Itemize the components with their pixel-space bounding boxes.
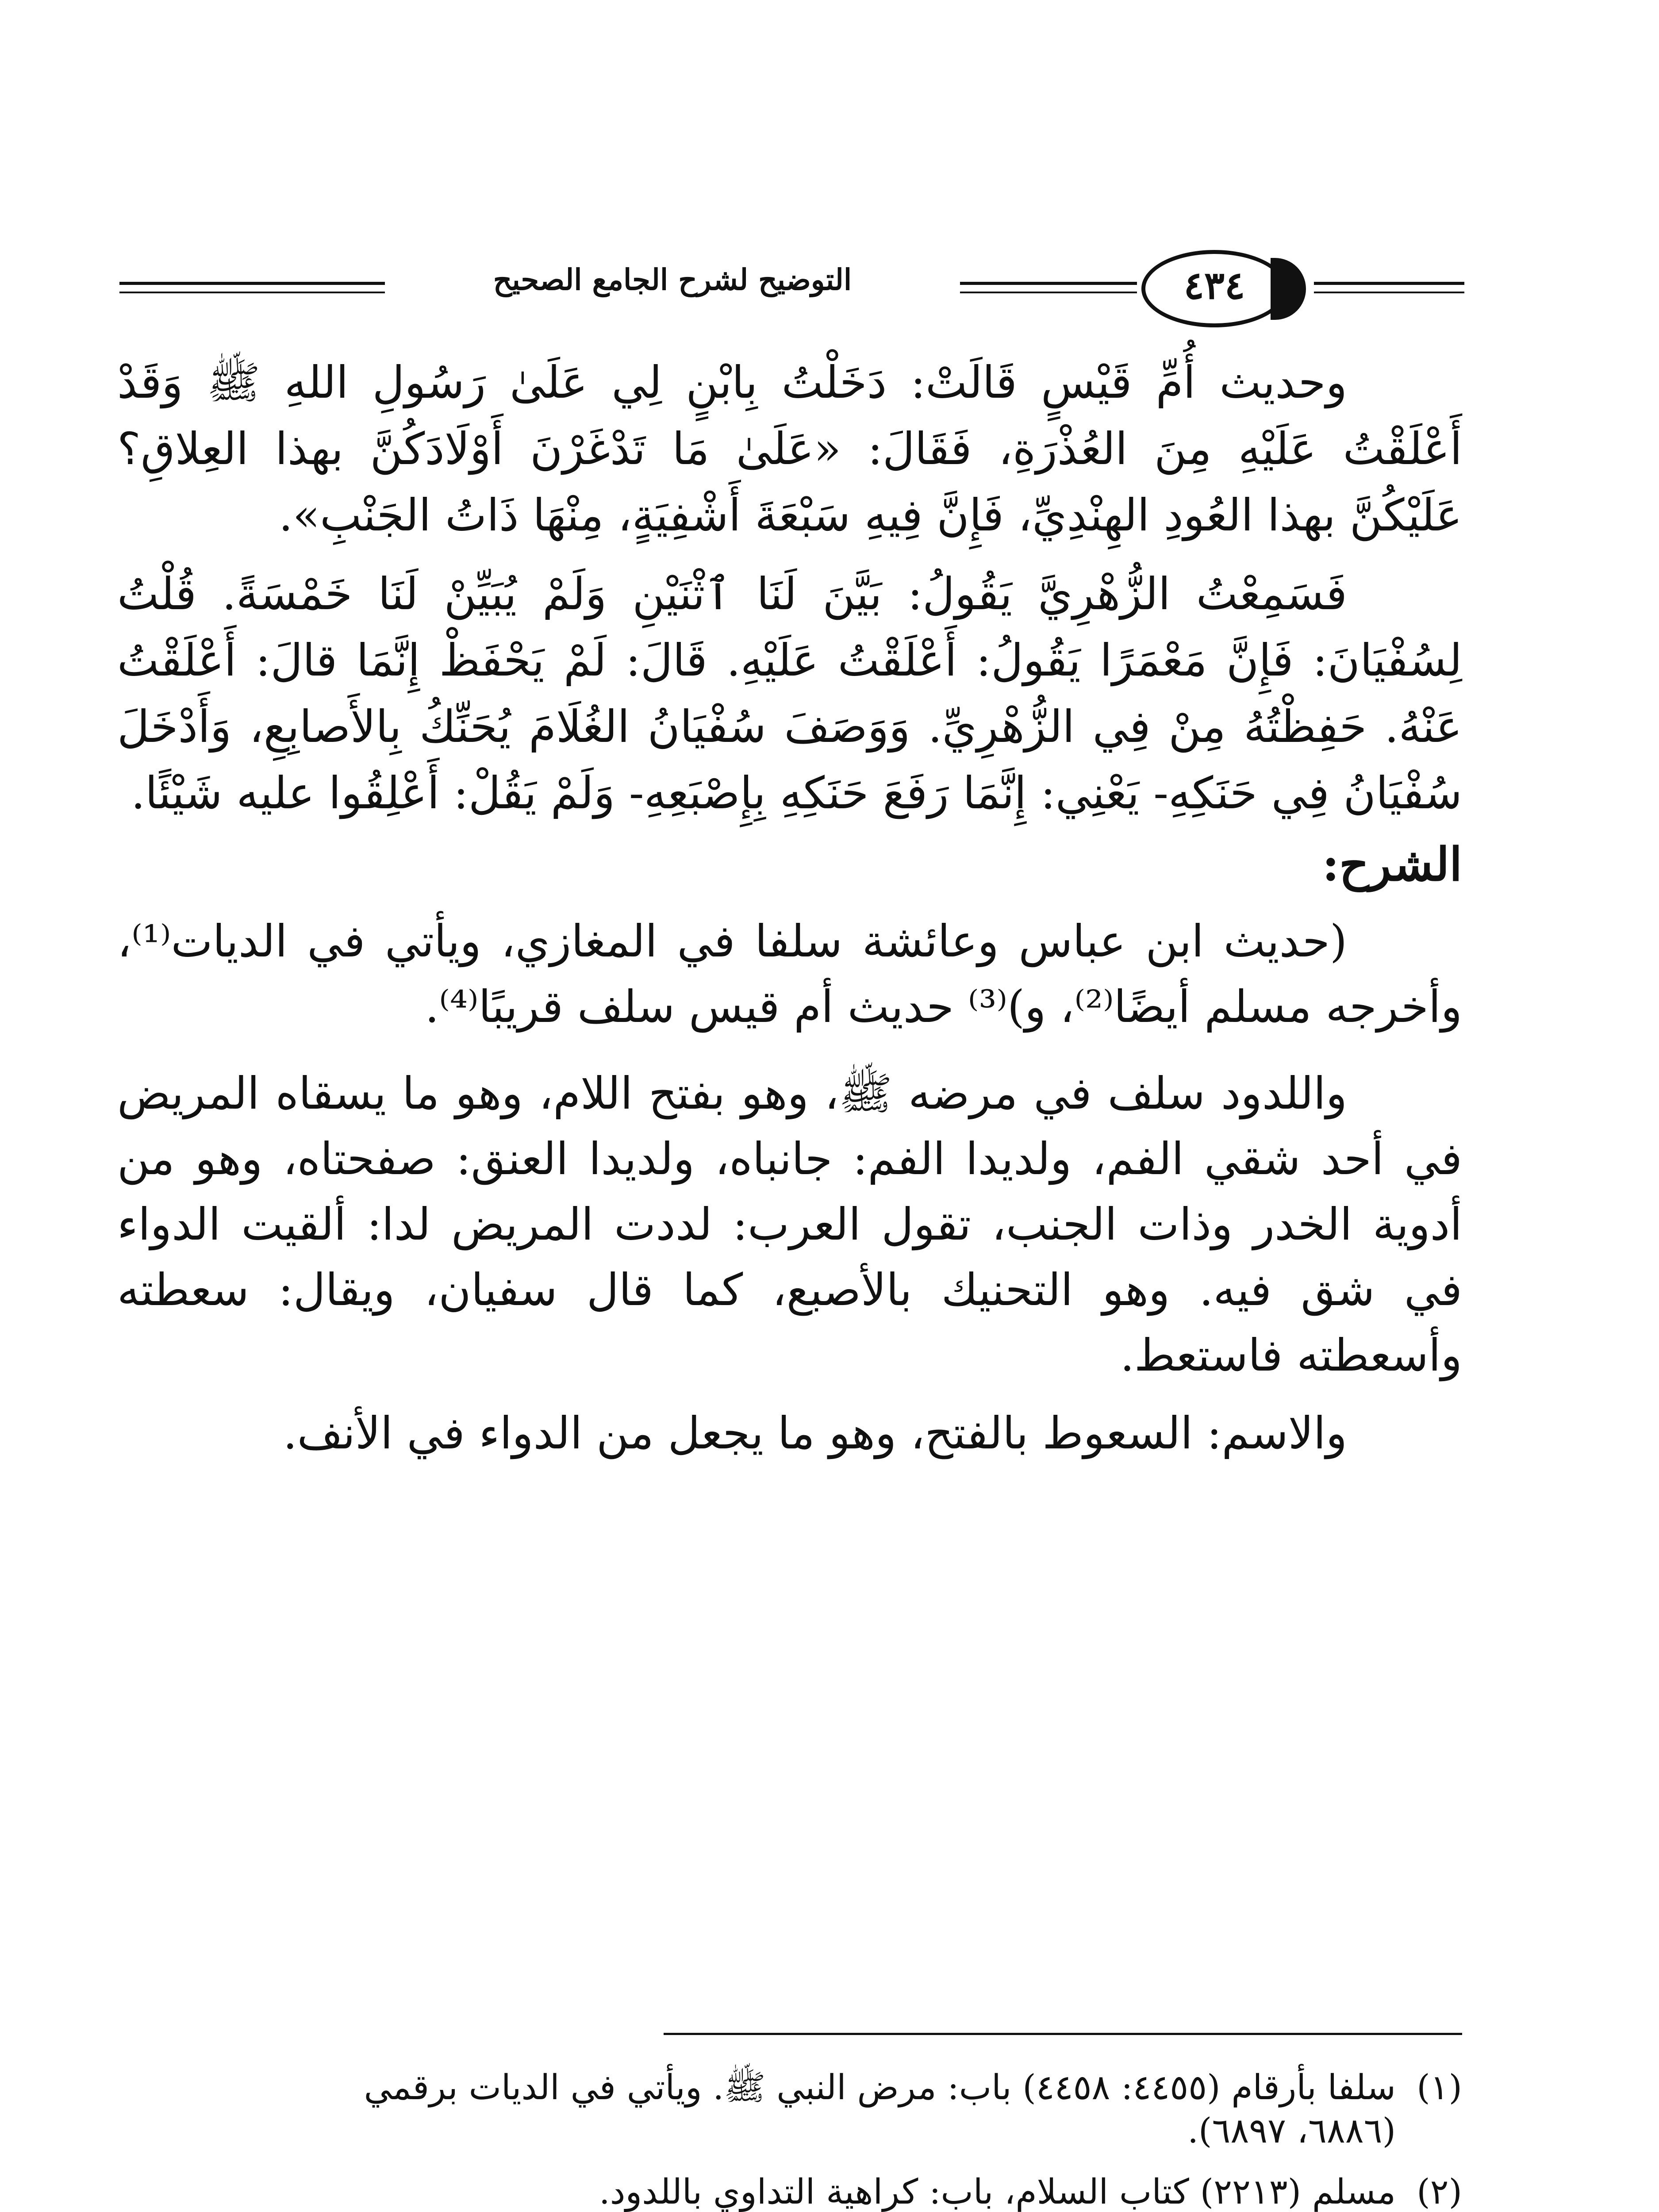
footnote-2 [117,2166,1462,2212]
header-rule-left-bottom [119,292,385,293]
footnote-1 [117,2062,1462,2157]
header-rule-right-top [1314,282,1464,285]
footnote-separator [664,2033,1462,2035]
page-number: ٤٣٤ [1183,263,1245,308]
page-number-badge [1133,246,1301,334]
sharh-paragraph-3: والاسم: السعوط بالفتح، وهو ما يجعل من الدواء في الأنف. [283,1407,1347,1459]
footnote-number: (٢) [1417,2172,1462,2212]
running-header [119,246,1464,334]
footnote-text: سلفا بأرقام (٤٤٥٥: ٤٤٥٨) باب: مرض النبي ﷺ. ويأتي في الديات برقمي [364,2068,1396,2108]
header-rule-middle-top [960,282,1137,285]
footnotes [117,2062,1462,2212]
main-text [117,349,1462,1466]
sharh-heading: الشرح: [1322,837,1462,891]
hadith-paragraph-2: فَسَمِعْتُ الزُّهْرِيَّ يَقُولُ: بَيَّنَ لَنَا ٱثْنَيْنِ وَلَمْ يُبَيِّنْ لَنَا خَمْسَةً. قُلْتُ لِسُفْيَانَ: فَإِنَّ مَعْمَرًا يَقُولُ: أَعْلَقْتُ عَلَيْهِ. قَالَ: لَمْ يَحْفَظْ إِنَّمَا قالَ: أَعْلَقْتُ عَنْهُ. حَفِظْتُهُ مِنْ فِي الزُّهْرِيِّ. وَوَصَفَ سُفْيَانُ الغُلَامَ يُحَنِّكُ بِالأَصابِعِ، وَأَدْخَلَ سُفْيَانُ فِي حَنَكِهِ- يَعْنِي: إِنَّمَا رَفَعَ حَنَكِهِ بِإِصْبَعِهِ- وَلَمْ يَقُلْ: أَعْلِقُوا عليه شَيْئًا. [117,568,1462,819]
footnote-number: (١) [1417,2068,1462,2108]
sharh-paragraph-1: (حديث ابن عباس وعائشة سلفا في المغازي، ويأتي في الديات⁽¹⁾، وأخرجه مسلم أيضًا⁽²⁾، و)⁽³⁾ حديث أم قيس سلف قريبًا⁽⁴⁾. [117,915,1462,1033]
footnote-text: مسلم (٢٢١٣) كتاب السلام، باب: كراهية التداوي باللدود. [599,2172,1396,2212]
hadith-paragraph-1: وحديث أُمِّ قَيْسٍ قَالَتْ: دَخَلْتُ بِابْنٍ لِي عَلَىٰ رَسُولِ اللهِ ﷺ وَقَدْ أَعْلَقْتُ عَلَيْهِ مِنَ العُذْرَةِ، فَقَالَ: «عَلَىٰ مَا تَدْغَرْنَ أَوْلَادَكُنَّ بهذا العِلاقِ؟ عَلَيْكُنَّ بهذا العُودِ الهِنْدِيِّ، فَإِنَّ فِيهِ سَبْعَةَ أَشْفِيَةٍ، مِنْهَا ذَاتُ الجَنْبِ». [117,357,1462,541]
header-rule-left-top [119,282,385,285]
header-rule-middle-bottom [960,292,1137,293]
sharh-paragraph-2: واللدود سلف في مرضه ﷺ، وهو بفتح اللام، وهو ما يسقاه المريض في أحد شقي الفم، ولديدا الفم: جانباه، ولديدا العنق: صفحتاه، وهو من أدوية الخدر وذات الجنب، تقول العرب: لددت المريض لدا: ألقيت الدواء في شق فيه. وهو التحنيك بالأصبع، كما قال سفيان، ويقال: سعطته وأسعطته فاستعط. [117,1068,1462,1381]
header-rule-right-bottom [1314,292,1464,293]
book-title: التوضيح لشرح الجامع الصحيح [493,262,852,297]
footnote-continuation: (٦٨٨٦، ٦٨٩٧). [1187,2111,1396,2151]
